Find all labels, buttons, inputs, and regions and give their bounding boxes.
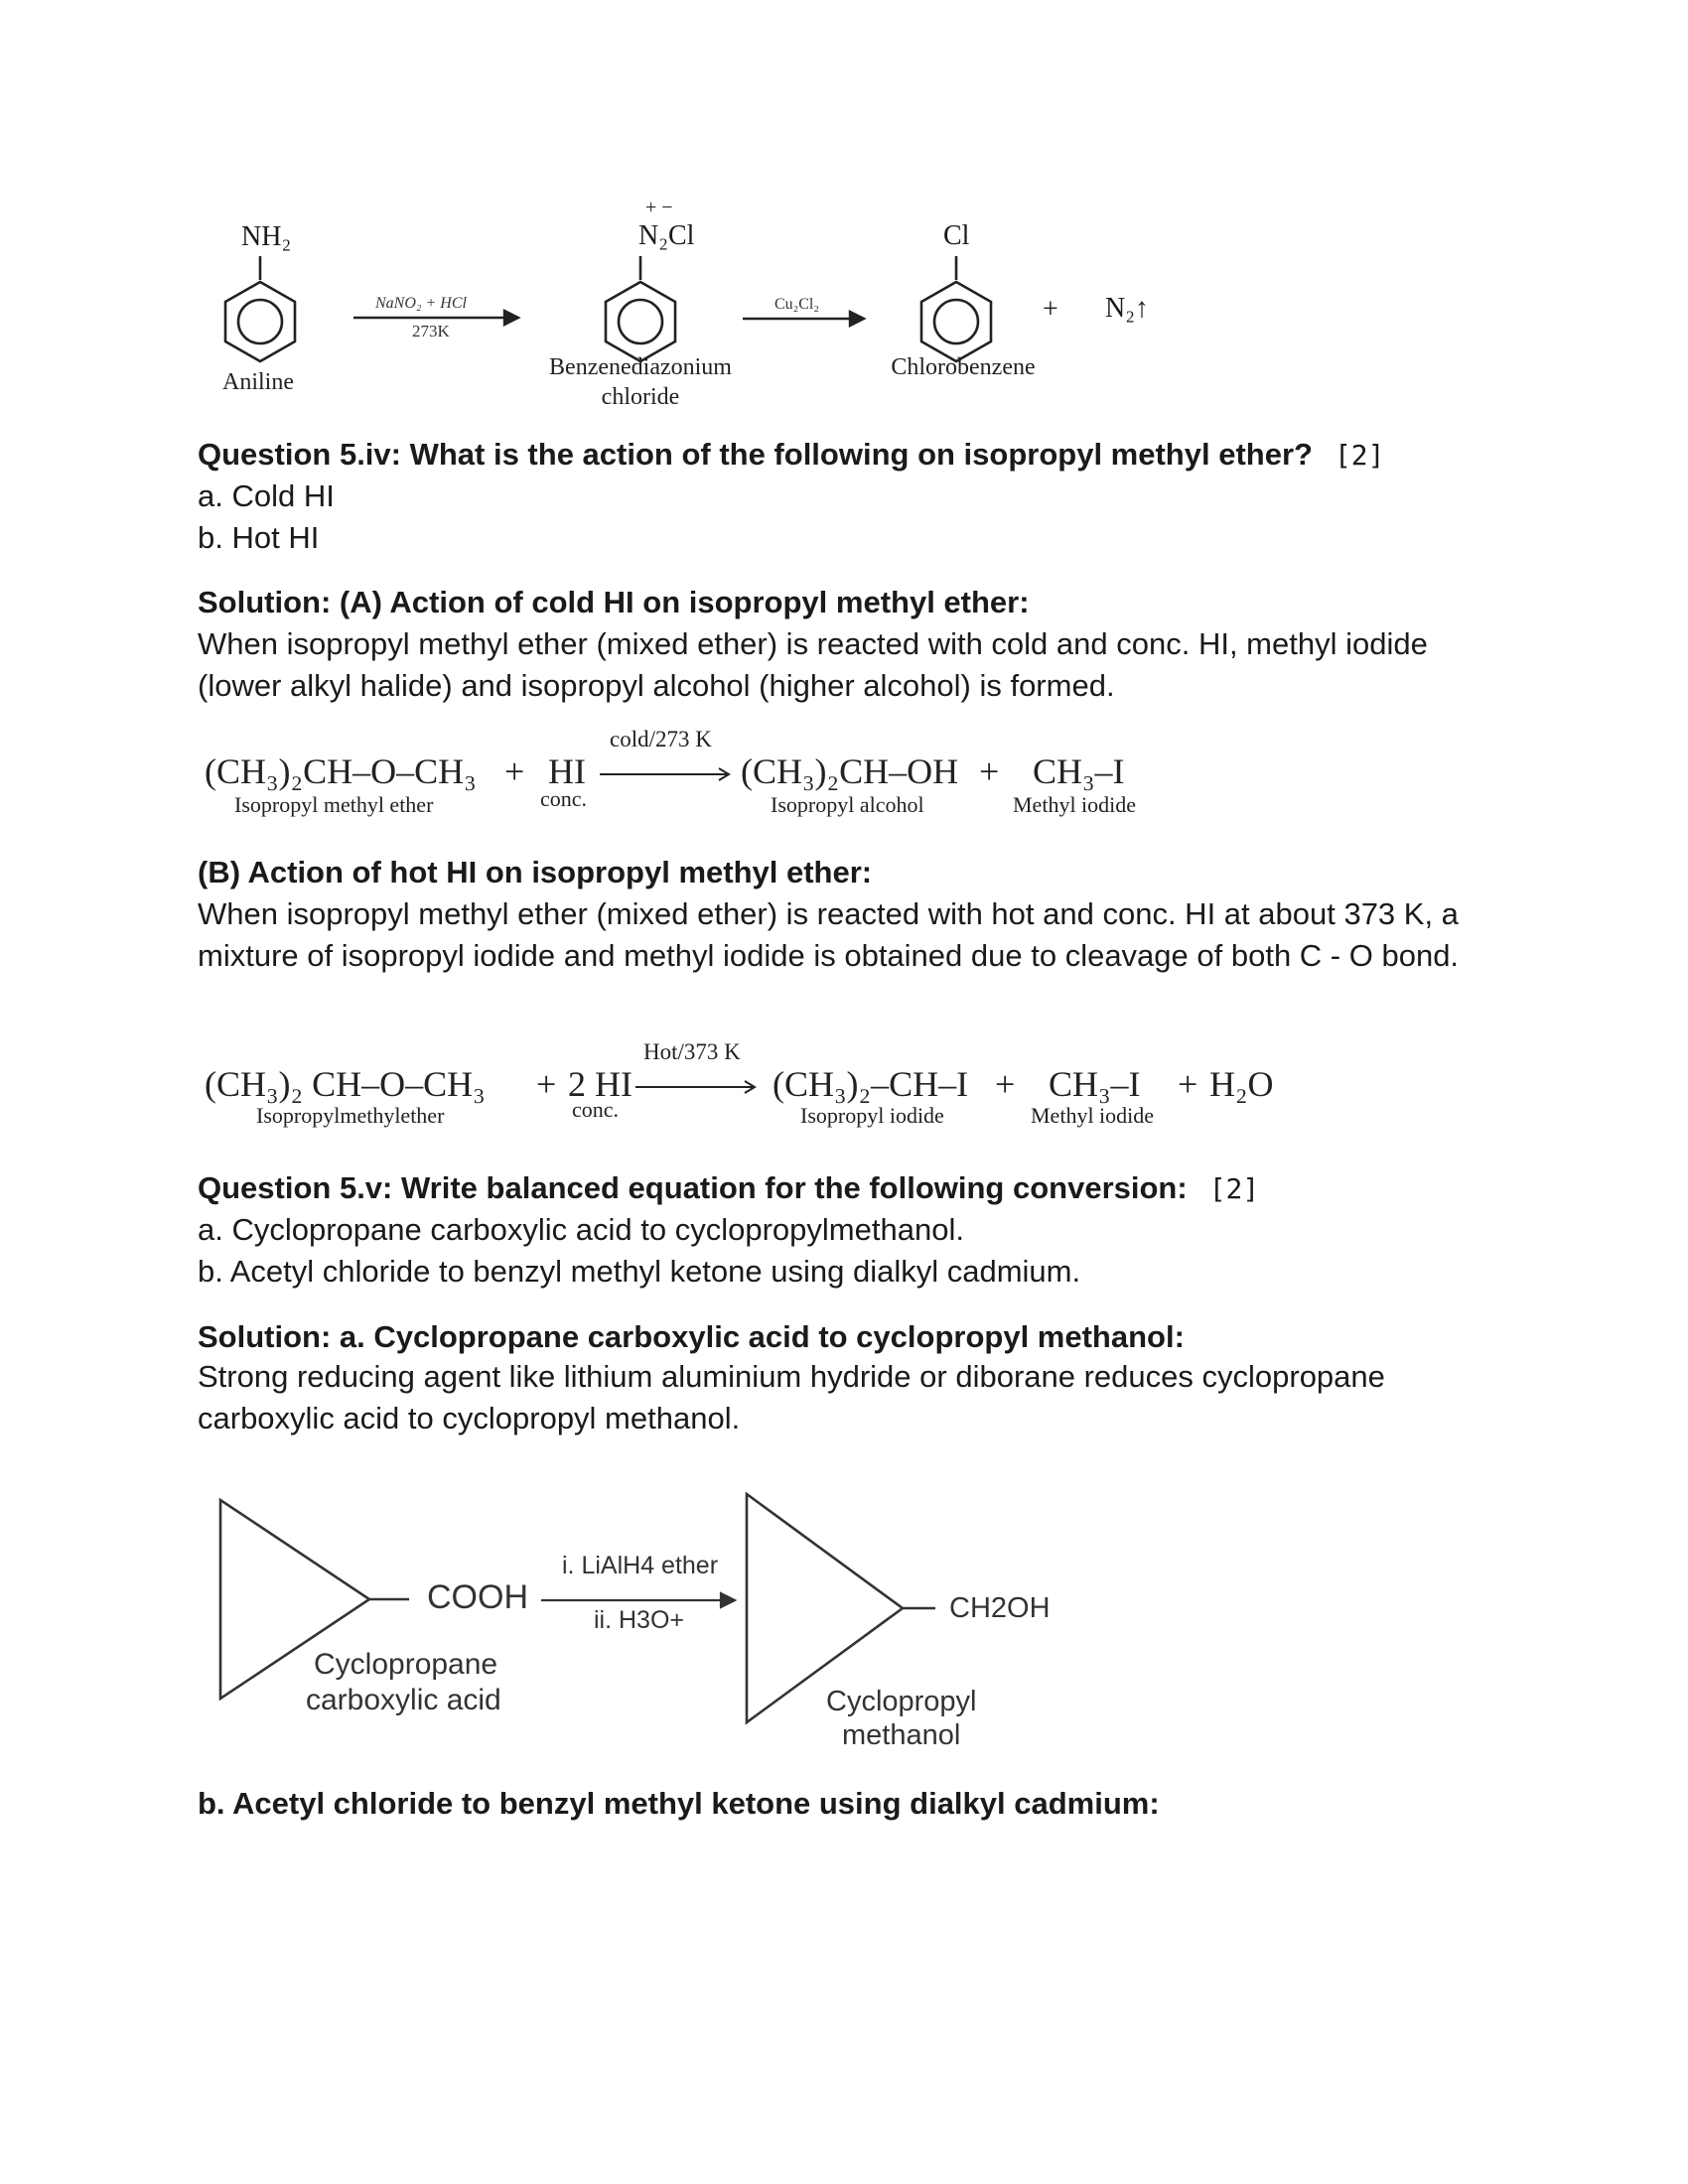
aniline-group: NH₂ xyxy=(241,221,292,252)
eq-a-reagent: HI xyxy=(548,751,586,791)
eq-b-plus1: + xyxy=(536,1064,557,1104)
alcohol-label-line1: Cyclopropyl xyxy=(826,1686,977,1717)
eq-b-product2-label: Methyl iodide xyxy=(1031,1103,1155,1128)
diazonium-charges: + − xyxy=(645,197,673,218)
eq-b-product3: H₂O xyxy=(1209,1064,1274,1104)
eq-b-arrow xyxy=(632,1077,761,1097)
question-5-iv-option-b: b. Hot HI xyxy=(198,520,320,555)
diazotization-scheme xyxy=(0,0,1688,427)
eq-a-condition: cold/273 K xyxy=(610,727,712,751)
arrow1-reagent: NaNO₂ + HCl xyxy=(375,295,467,312)
solution-c-heading: Solution: a. Cyclopropane carboxylic acid to cyclopropyl methanol: xyxy=(198,1319,1185,1354)
chloro-group: Cl xyxy=(943,220,970,251)
equation-cold-hi xyxy=(0,727,1688,824)
eq-a-reactant: (CH₃)₂CH–O–CH₃ xyxy=(205,751,477,791)
acid-label-line1: Cyclopropane xyxy=(314,1648,498,1681)
solution-b-text: When isopropyl methyl ether (mixed ether) is reacted with hot and conc. HI at about 373 K, a mixture of isopropyl iodide and methyl iodide is obtained due to cleavage of both C - O bond. xyxy=(198,896,1460,973)
nitrogen-gas: N₂↑ xyxy=(1105,293,1149,324)
question-5-iv-option-a: a. Cold HI xyxy=(198,478,335,513)
eq-b-reactant: (CH₃)₂ CH–O–CH₃ xyxy=(205,1064,486,1104)
question-5-v-option-a: a. Cyclopropane carboxylic acid to cyclopropylmethanol. xyxy=(198,1212,964,1247)
alcohol-label-line2: methanol xyxy=(842,1719,961,1751)
chlorobenzene-label: Chlorobenzene xyxy=(891,354,1036,380)
eq-a-product2-label: Methyl iodide xyxy=(1013,792,1137,817)
reduction-scheme xyxy=(0,1469,1688,1767)
eq-b-plus3: + xyxy=(1178,1064,1198,1104)
carboxyl-group: COOH xyxy=(427,1578,528,1616)
solution-c-text: Strong reducing agent like lithium aluminium hydride or diborane reduces cyclopropane carboxylic acid to cyclopropyl methanol. xyxy=(198,1359,1385,1435)
hydroxymethyl-group: CH2OH xyxy=(949,1592,1051,1624)
diazonium-group: N₂Cl xyxy=(638,220,695,251)
eq-b-condition: Hot/373 K xyxy=(643,1039,741,1064)
eq-b-product1: (CH₃)₂–CH–I xyxy=(773,1064,969,1104)
eq-a-reactant-label: Isopropyl methyl ether xyxy=(234,792,434,817)
eq-b-reagent-label: conc. xyxy=(572,1097,620,1122)
benzene-ring-structures xyxy=(0,0,1688,427)
eq-a-reagent-label: conc. xyxy=(540,786,588,811)
eq-b-plus2: + xyxy=(995,1064,1016,1104)
question-5-v-text: Question 5.v: Write balanced equation for the following conversion: xyxy=(198,1170,1188,1205)
eq-a-plus2: + xyxy=(979,751,1000,791)
question-5-v-title xyxy=(198,1167,1498,1210)
eq-b-reagent: 2 HI xyxy=(568,1064,633,1104)
reduction-workup: ii. H3O+ xyxy=(594,1606,685,1634)
eq-b-product1-label: Isopropyl iodide xyxy=(800,1103,944,1128)
question-5-iv-title xyxy=(198,434,1498,477)
eq-b-product2: CH₃–I xyxy=(1049,1064,1141,1104)
question-5-iv-marks: [2] xyxy=(1334,439,1385,472)
eq-a-product1-label: Isopropyl alcohol xyxy=(771,792,924,817)
solution-a-heading: Solution: (A) Action of cold HI on isopropyl methyl ether: xyxy=(198,585,1030,619)
eq-a-plus1: + xyxy=(504,751,525,791)
eq-a-product2: CH₃–I xyxy=(1033,751,1125,791)
question-5-v-marks: [2] xyxy=(1208,1172,1260,1205)
eq-b-reactant-label: Isopropylmethylether xyxy=(256,1103,445,1128)
eq-a-arrow xyxy=(596,764,735,784)
acid-label-line2: carboxylic acid xyxy=(306,1684,501,1716)
aniline-label: Aniline xyxy=(222,369,294,395)
diazonium-label-line1: Benzenediazonium xyxy=(549,354,732,380)
solution-b-heading: (B) Action of hot HI on isopropyl methyl ether: xyxy=(198,855,873,889)
question-5-iv-text: Question 5.iv: What is the action of the following on isopropyl methyl ether? xyxy=(198,437,1313,472)
arrow2-reagent: Cu₂Cl₂ xyxy=(774,296,819,313)
diazonium-label-line2: chloride xyxy=(601,384,680,410)
question-5-v-option-b: b. Acetyl chloride to benzyl methyl ketone using dialkyl cadmium. xyxy=(198,1254,1081,1289)
plus-sign: + xyxy=(1043,294,1058,325)
equation-hot-hi xyxy=(0,1039,1688,1129)
part-b-heading: b. Acetyl chloride to benzyl methyl ketone using dialkyl cadmium: xyxy=(198,1786,1160,1821)
eq-a-product1: (CH₃)₂CH–OH xyxy=(741,751,959,791)
reduction-reagent: i. LiAlH4 ether xyxy=(562,1552,719,1579)
arrow1-temperature: 273K xyxy=(412,322,450,341)
solution-a-text: When isopropyl methyl ether (mixed ether) is reacted with cold and conc. HI, methyl iodide (lower alkyl halide) and isopropyl alcohol (higher alcohol) is formed. xyxy=(198,626,1428,703)
